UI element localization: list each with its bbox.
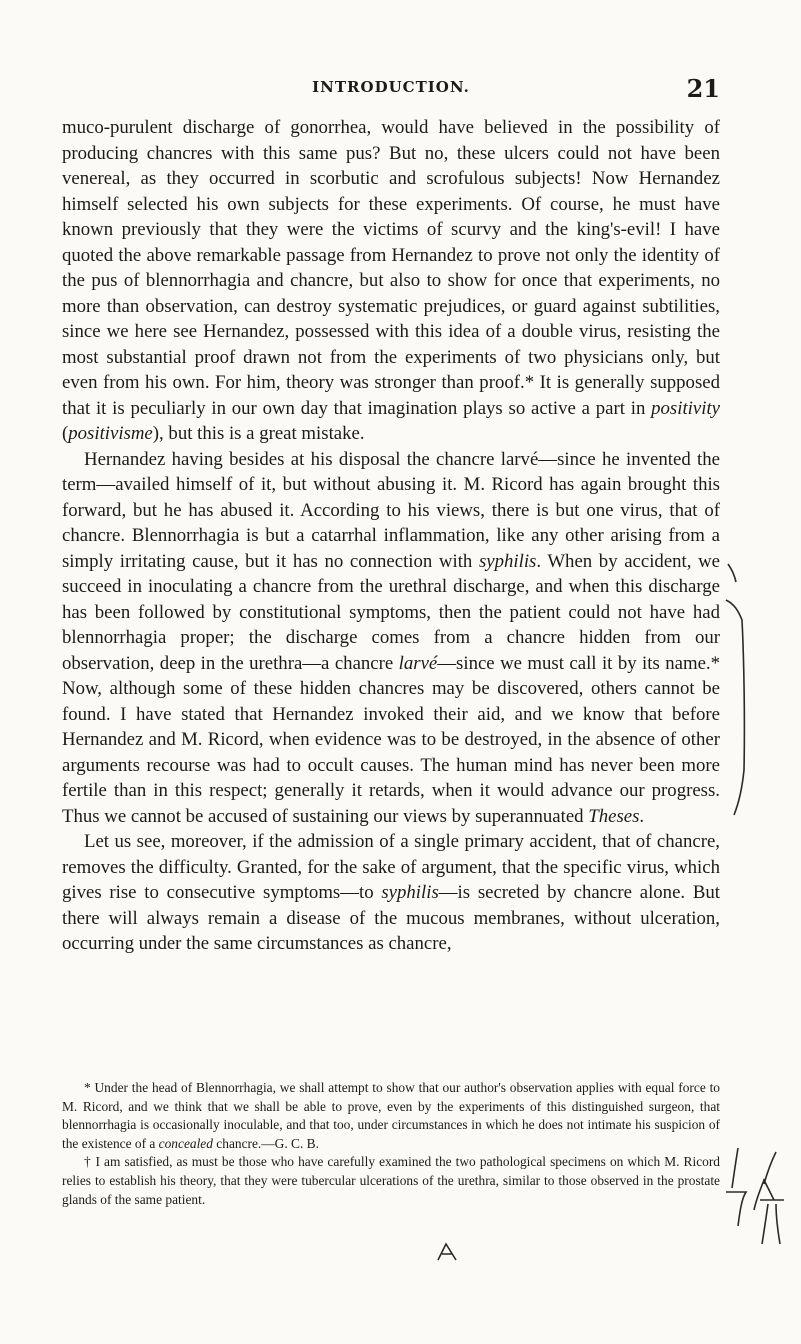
paragraph-1: muco-purulent discharge of gonorrhea, would have believed in the possibility of producing chancres with this same pus? But no, these ulcers could not have been venereal, as they occurred in scorbutic and scrofulous subjects! Now Hernandez himself selected his own subjects for these experiments. Of course, he must have known previously that they were the victims of scurvy and the king's-evil! I have quoted the above remarkable passage from Hernandez to prove not only the identity of the pus of blennorrhagia and chancre, but also to show for once that experiments, no more than observation, can destroy systematic prejudices, or guard against subtilities, since we here see Hernandez, possessed with this idea of a double virus, resisting the most substantial proof drawn not from the experiments of two physicians only, but even from his own. For him, theory was stronger than proof.* It is generally supposed that it is peculiarly in our own day that imagination plays so active a part in positivity (positivisme), but this is a great mistake. (62, 117, 720, 444)
running-head (62, 74, 720, 104)
footnote-caret-mark (436, 1240, 460, 1262)
page-number: 21 (686, 74, 720, 103)
margin-bracket-mark (724, 560, 754, 820)
body-text (62, 115, 720, 957)
paragraph-2: Hernandez having besides at his disposal the chancre larvé—since he invented the term—availed himself of it, but without abusing it. M. Ricord has again brought this forward, but he has abused it. According to his views, there is but one virus, that of chancre. Blennorrhagia is but a catarrhal inflammation, like any other arising from a simply irritating cause, but it has no connection with syphilis. When by accident, we succeed in inoculating a chancre from the urethral discharge, and when this discharge has been followed by constitutional symptoms, then the patient could not have had blennorrhagia proper; the discharge comes from a chancre hidden from our observation, deep in the urethra—a chancre larvé—since we must call it by its name.* Now, although some of these hidden chancres may be discovered, others cannot be found. I have stated that Hernandez invoked their aid, and we know that before Hernandez and M. Ricord, when evidence was to be destroyed, in the absence of other arguments recourse was had to occult causes. The human mind has never been more fertile than in this respect; generally it retards, when it would advance our progress. Thus we cannot be accused of sustaining our views by superannuated Theses. (62, 448, 720, 827)
paragraph-3: Let us see, moreover, if the admission of a single primary accident, that of chancre, removes the difficulty. Granted, for the sake of argument, that the specific virus, which gives rise to consecutive symptoms—to syphilis—is secreted by chancre alone. But there will always remain a disease of the mucous membranes, without ulceration, occurring under the same circumstances as chancre, (62, 831, 720, 954)
footnotes (62, 1079, 720, 1209)
margin-scribble-mark (724, 1140, 794, 1250)
footnote-1: * Under the head of Blennorrhagia, we shall attempt to show that our author's observation applies with equal force to M. Ricord, and we think that we shall be able to prove, even by the experiments of this distinguished surgeon, that blennorrhagia is occasionally inoculable, and that too, under circumstances in which he does not intimate his suspicion of the existence of a concealed chancre.—G. C. B. (62, 1080, 720, 1151)
footnote-2: † I am satisfied, as must be those who have carefully examined the two pathological specimens on which M. Ricord relies to establish his theory, that they were tubercular ulcerations of the urethra, similar to those observed in the prostate glands of the same patient. (62, 1154, 720, 1207)
running-title: INTRODUCTION. (312, 78, 470, 96)
